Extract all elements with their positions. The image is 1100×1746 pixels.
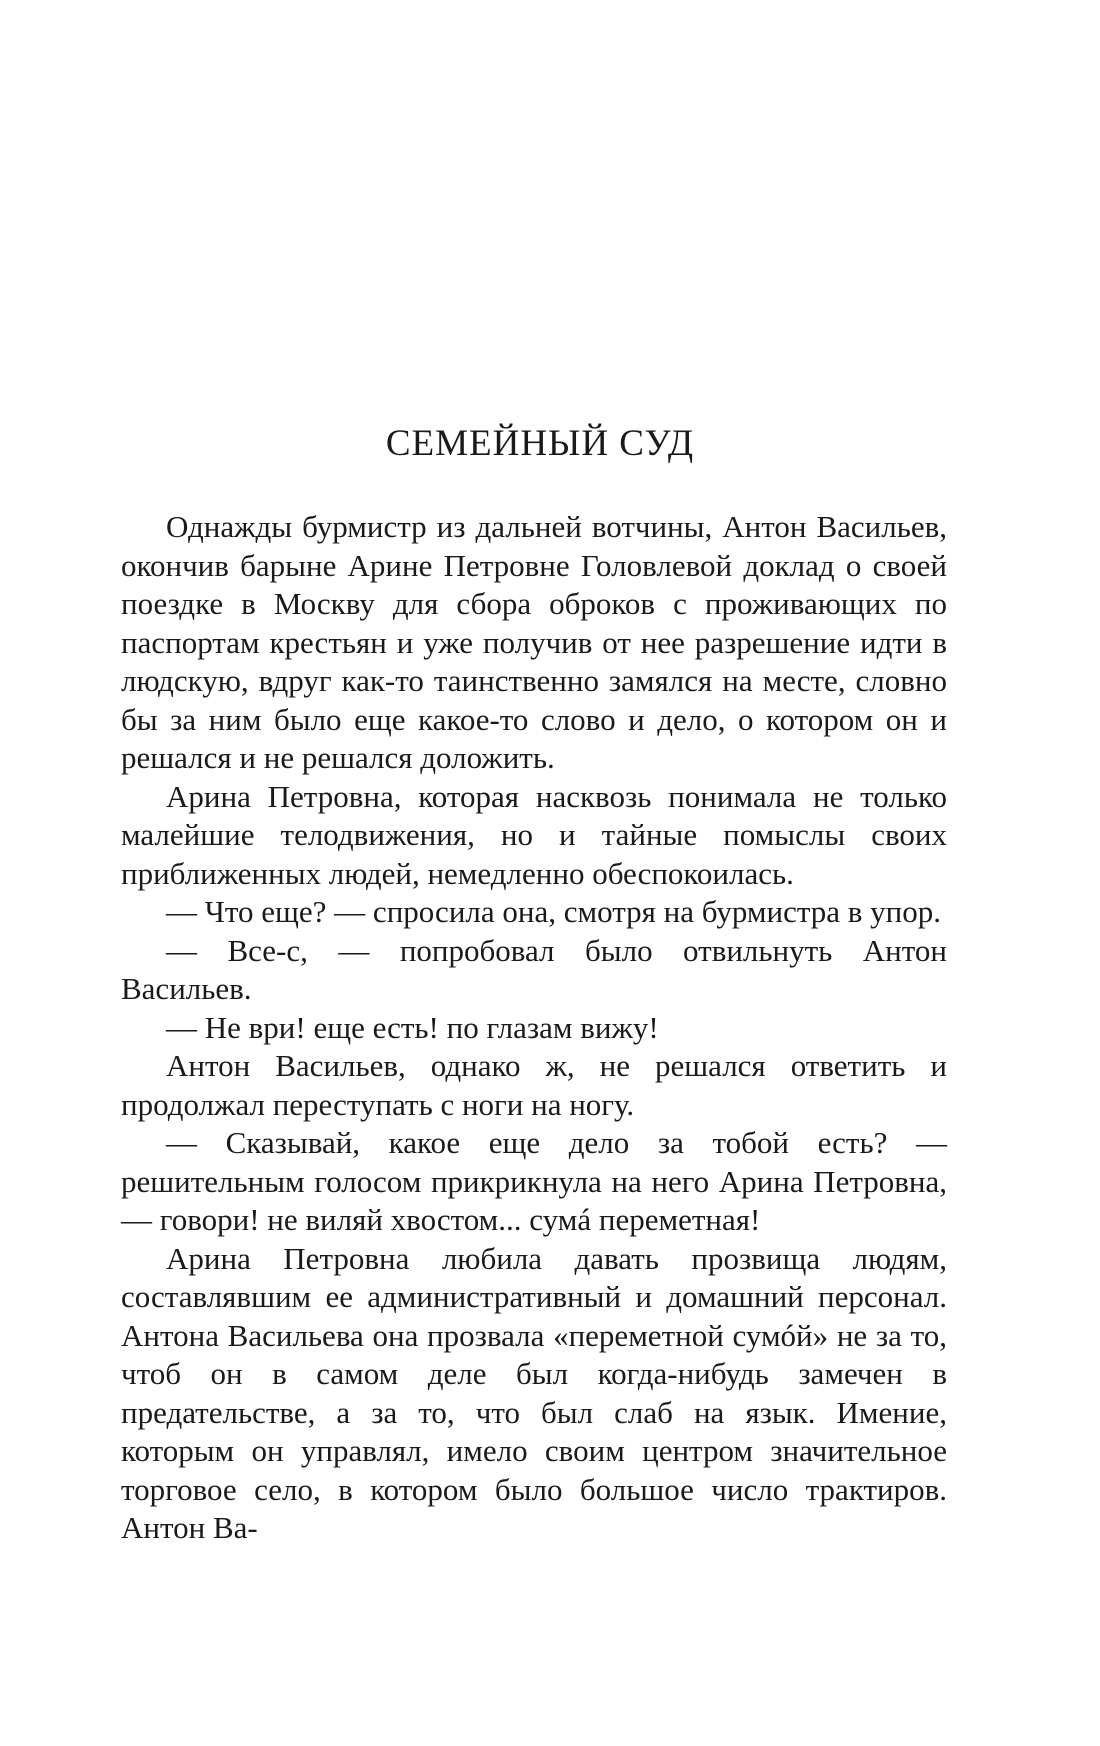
dialogue-paragraph: — Что еще? — спросила она, смотря на бурмистра в упор. <box>166 894 941 929</box>
chapter-title: СЕМЕЙНЫЙ СУД <box>385 423 695 464</box>
dialogue-paragraph: — Не ври! еще есть! по глазам вижу! <box>166 1009 659 1045</box>
paragraph: Арина Петровна любила давать прозвища людям, составлявшим ее административный и домашний персонал. Антона Васильева она прозвала «переметной сумóй» не за то, чтоб он в самом деле был когда-нибудь замечен в предательстве, а за то, что был слаб на язык. Имение, которым он управлял, имело своим центром значительное торговое село, в котором было большое число трактиров. Антон Ва- <box>121 1240 947 1545</box>
paragraph: Арина Петровна, которая насквозь понимала не только малейшие телодвижения, но и тайные помыслы своих приближенных людей, немедленно обеспокоилась. <box>121 778 947 891</box>
dialogue-paragraph: — Все-с, — попробовал было отвильнуть Антон Васильев. <box>121 932 947 1006</box>
body-text <box>121 508 947 1548</box>
paragraph: Антон Васильев, однако ж, не решался ответить и продолжал переступать с ноги на ногу. <box>121 1048 947 1122</box>
dialogue-paragraph: — Сказывай, какое еще дело за тобой есть? — решительным голосом прикрикнула на него Арина Петровна, — говори! не виляй хвостом... сумá переметная! <box>121 1125 947 1237</box>
paragraph: Однажды бурмистр из дальней вотчины, Антон Васильев, окончив барыне Арине Петровне Головлевой доклад о своей поездке в Москву для сбора оброков с проживающих по паспортам крестьян и уже получив от нее разрешение идти в людскую, вдруг как-то таинственно замялся на месте, словно бы за ним было еще какое-то слово и дело, о котором он и решался и не решался доложить. <box>121 509 947 775</box>
